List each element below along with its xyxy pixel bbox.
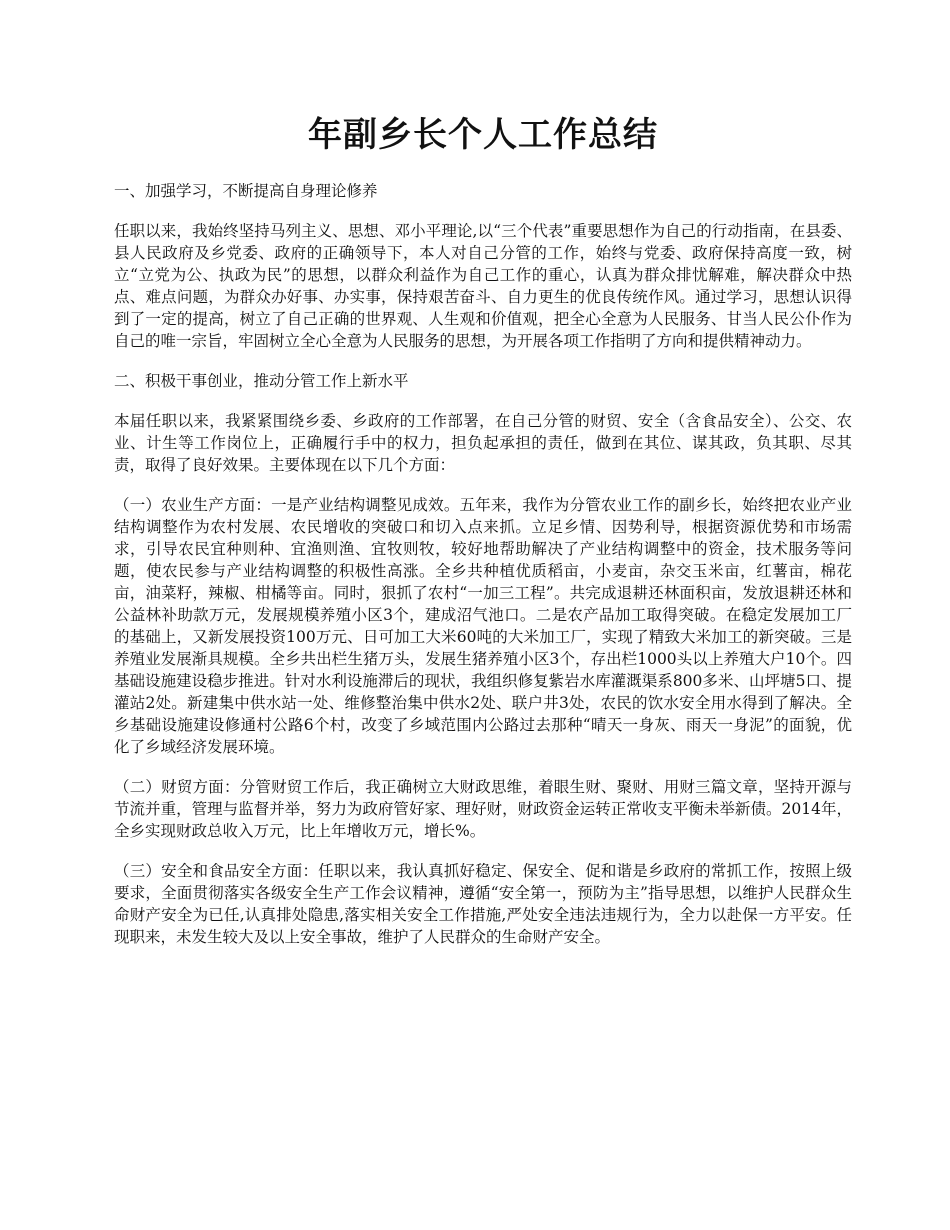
- paragraph: （一）农业生产方面：一是产业结构调整见成效。五年来，我作为分管农业工作的副乡长，始终把农业产业结构调整作为农村发展、农民增收的突破口和切入点来抓。立足乡情、因势利导，根据资源优势和市场需求，引导农民宜种则种、宜渔则渔、宜牧则牧，较好地帮助解决了产业结构调整中的资金，技术服务等问题，使农民参与产业结构调整的积极性高涨。全乡共种植优质稻亩，小麦亩，杂交玉米亩，红薯亩，棉花亩，油菜籽，辣椒、柑橘等亩。同时，狠抓了农村“一加三工程”。共完成退耕还林面积亩，发放退耕还林和公益林补助款万元，发展规模养殖小区3个，建成沼气池口。二是农产品加工取得突破。在稳定发展加工厂的基础上，又新发展投资100万元、日可加工大米60吨的大米加工厂，实现了精致大米加工的新突破。三是养殖业发展渐具规模。全乡共出栏生猪万头，发展生猪养殖小区3个，存出栏1000头以上养殖大户10个。四基础设施建设稳步推进。针对水利设施滞后的现状，我组织修复紫岩水库灌溉渠系800多米、山坪塘5口、提灌站2处。新建集中供水站一处、维修整治集中供水2处、联户井3处，农民的饮水安全用水得到了解决。全乡基础设施建设修通村公路6个村，改变了乡域范围内公路过去那种“晴天一身灰、雨天一身泥”的面貌，优化了乡域经济发展环境。: [114, 496, 852, 756]
- paragraph: （二）财贸方面：分管财贸工作后，我正确树立大财政思维，着眼生财、聚财、用财三篇文章，坚持开源与节流并重，管理与监督并举，努力为政府管好家、理好财，财政资金运转正常收支平衡未举新债。2014年，全乡实现财政总收入万元，比上年增收万元，增长%。: [114, 778, 852, 840]
- paragraph: 本届任职以来，我紧紧围绕乡委、乡政府的工作部署，在自己分管的财贸、安全（含食品安全）、公交、农业、计生等工作岗位上，正确履行手中的权力，担负起承担的责任，做到在其位、谋其政，负其职、尽其责，取得了良好效果。主要体现在以下几个方面：: [114, 412, 852, 474]
- paragraph: 任职以来，我始终坚持马列主义、思想、邓小平理论,以“三个代表”重要思想作为自己的行动指南，在县委、县人民政府及乡党委、政府的正确领导下，本人对自己分管的工作，始终与党委、政府保持高度一致，树立“立党为公、执政为民”的思想，以群众利益作为自己工作的重心，认真为群众排忧解难，解决群众中热点、难点问题，为群众办好事、办实事，保持艰苦奋斗、自力更生的优良传统作风。通过学习，思想认识得到了一定的提高，树立了自己正确的世界观、人生观和价值观，把全心全意为人民服务、甘当人民公仆作为自己的唯一宗旨，牢固树立全心全意为人民服务的思想，为开展各项工作指明了方向和提供精神动力。: [114, 222, 852, 350]
- paragraph: （三）安全和食品安全方面：任职以来，我认真抓好稳定、保安全、促和谐是乡政府的常抓工作，按照上级要求，全面贯彻落实各级安全生产工作会议精神，遵循“安全第一，预防为主”指导思想，以维护人民群众生命财产安全为已任,认真排处隐患,落实相关安全工作措施,严处安全违法违规行为，全力以赴保一方平安。任现职来，未发生较大及以上安全事故，维护了人民群众的生命财产安全。: [114, 862, 852, 946]
- section-heading-2: 二、积极干事创业，推动分管工作上新水平: [114, 372, 409, 390]
- document-title: 年副乡长个人工作总结: [308, 115, 658, 155]
- document-page: [114, 112, 852, 966]
- section-heading-1: 一、加强学习，不断提高自身理论修养: [114, 182, 378, 200]
